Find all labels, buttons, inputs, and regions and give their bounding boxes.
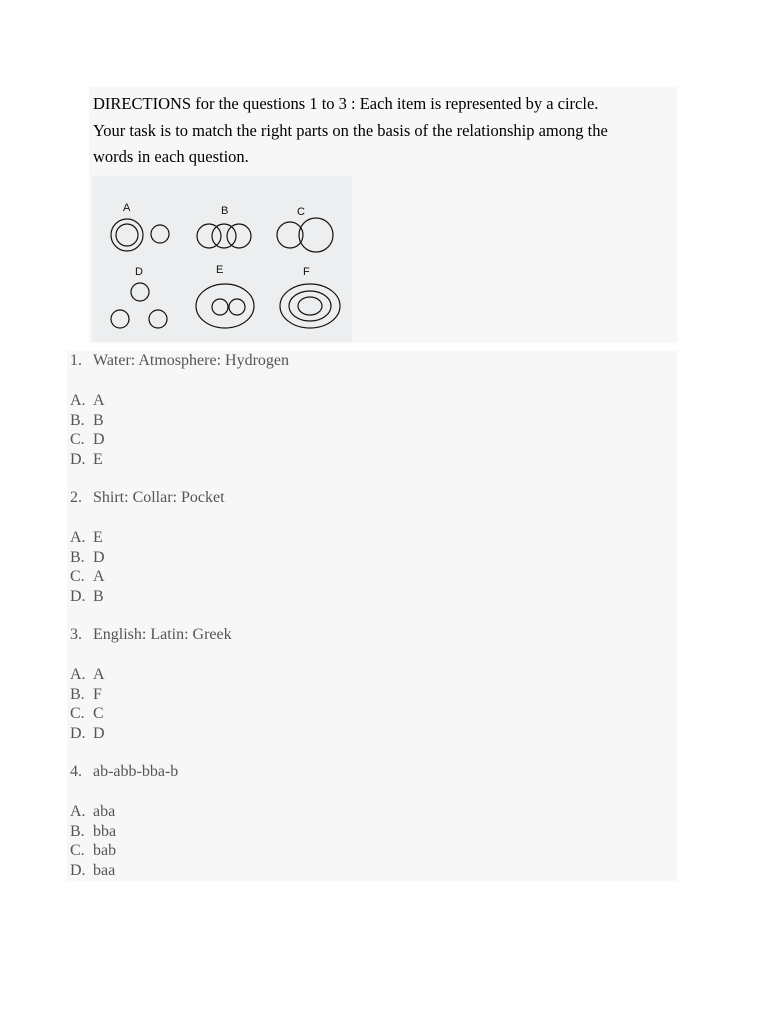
option-item[interactable]: [70, 567, 105, 587]
question-3-options: [70, 665, 105, 744]
option-letter: D.: [70, 725, 86, 743]
diagram-label-f: F: [303, 266, 310, 278]
option-letter: A.: [70, 803, 86, 820]
diagram-b-circles: [197, 224, 251, 248]
option-letter: D.: [70, 451, 86, 469]
option-item[interactable]: [70, 724, 105, 744]
option-item[interactable]: [70, 685, 105, 705]
option-item[interactable]: [70, 528, 105, 548]
question-3: [70, 626, 232, 644]
option-text: bab: [93, 842, 117, 860]
question-4: [70, 763, 178, 781]
question-2-options: [70, 528, 105, 607]
option-text: A: [93, 568, 105, 586]
venn-diagram-figure: [92, 176, 352, 342]
question-number: 1.: [70, 352, 82, 369]
diagram-d-circles: [111, 283, 167, 328]
venn-diagram-svg: [92, 176, 352, 342]
diagram-label-c: C: [297, 206, 305, 218]
option-item[interactable]: [70, 548, 105, 568]
option-letter: A.: [70, 392, 86, 409]
diagram-label-e: E: [216, 264, 224, 276]
option-text: aba: [93, 803, 116, 820]
option-text: E: [93, 451, 103, 469]
option-text: bba: [93, 822, 117, 840]
directions-text: [93, 91, 673, 171]
option-text: B: [93, 588, 104, 606]
option-letter: C.: [70, 431, 85, 449]
option-letter: C.: [70, 842, 85, 860]
option-text: B: [93, 411, 104, 429]
question-number: 2.: [70, 489, 82, 506]
option-letter: D.: [70, 862, 86, 880]
option-text: E: [93, 529, 103, 546]
option-letter: D.: [70, 588, 86, 606]
option-item[interactable]: [70, 822, 116, 842]
option-text: A: [93, 666, 105, 683]
diagram-label-a: A: [123, 202, 131, 214]
directions-line-2: Your task is to match the right parts on the basis of the relationship among the: [93, 120, 608, 140]
option-item[interactable]: [70, 861, 116, 881]
option-letter: A.: [70, 666, 86, 683]
option-letter: C.: [70, 568, 85, 586]
question-1: [70, 352, 289, 370]
option-item[interactable]: [70, 587, 105, 607]
question-2: [70, 489, 225, 507]
option-letter: B.: [70, 411, 85, 429]
diagram-label-d: D: [135, 266, 143, 278]
diagram-label-b: B: [221, 205, 229, 217]
option-letter: B.: [70, 822, 85, 840]
option-item[interactable]: [70, 391, 105, 411]
option-item[interactable]: [70, 665, 105, 685]
option-item[interactable]: [70, 802, 116, 822]
question-text: Shirt: Collar: Pocket: [93, 489, 225, 506]
question-text: Water: Atmosphere: Hydrogen: [93, 352, 289, 369]
option-item[interactable]: [70, 450, 105, 470]
option-text: D: [93, 725, 105, 743]
option-item[interactable]: [70, 411, 105, 431]
question-4-options: [70, 802, 116, 881]
question-number: 3.: [70, 626, 82, 643]
option-letter: B.: [70, 685, 85, 703]
option-item[interactable]: [70, 430, 105, 450]
directions-line-1: DIRECTIONS for the questions 1 to 3 : Each item is represented by a circle.: [93, 94, 599, 113]
option-text: baa: [93, 862, 116, 880]
diagram-e-circles: [196, 284, 254, 328]
option-text: D: [93, 431, 105, 449]
diagram-a-circles: [111, 219, 169, 251]
question-text: English: Latin: Greek: [93, 626, 232, 643]
diagram-c-circles: [277, 218, 333, 252]
option-text: D: [93, 548, 105, 566]
option-item[interactable]: [70, 704, 105, 724]
question-text: ab-abb-bba-b: [93, 763, 179, 780]
option-letter: B.: [70, 548, 85, 566]
option-letter: C.: [70, 705, 85, 723]
diagram-f-circles: [280, 284, 340, 328]
directions-line-3: words in each question.: [93, 147, 249, 166]
option-text: A: [93, 392, 105, 409]
option-text: F: [93, 685, 102, 703]
option-text: C: [93, 705, 104, 723]
questions-box: [67, 351, 677, 881]
question-number: 4.: [70, 763, 82, 780]
option-item[interactable]: [70, 841, 116, 861]
question-1-options: [70, 391, 105, 470]
option-letter: A.: [70, 529, 86, 546]
